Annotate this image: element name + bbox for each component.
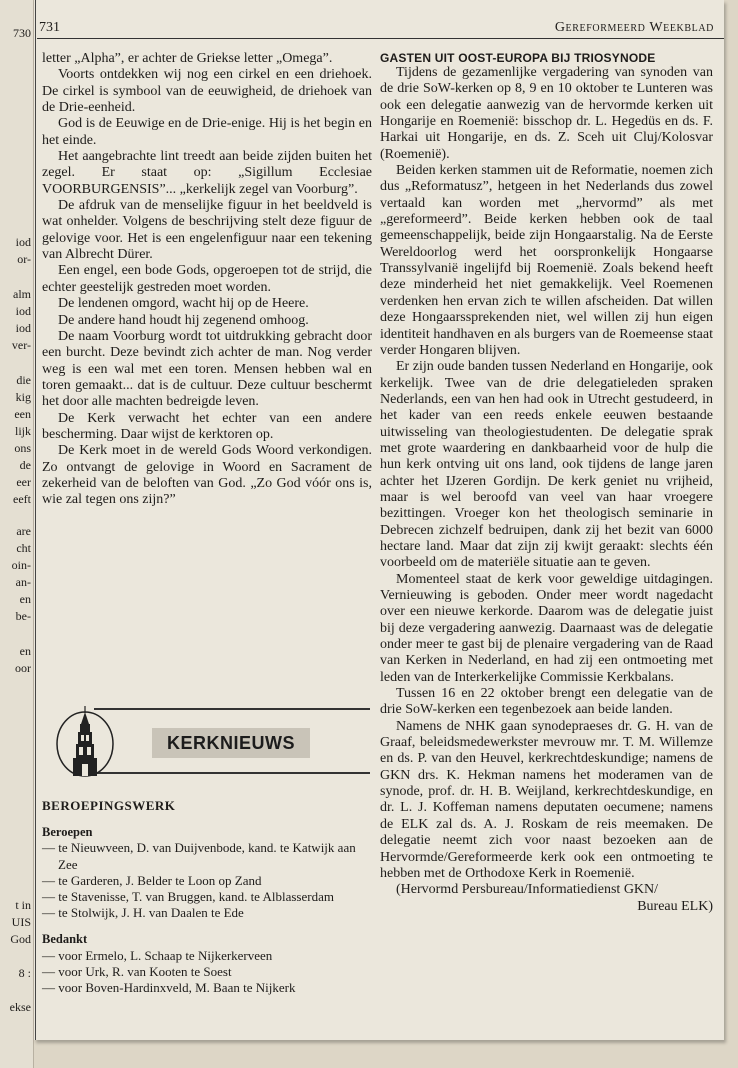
strip-fragment: een	[14, 407, 31, 421]
section-title: BEROEPINGSWERK	[42, 798, 176, 813]
strip-fragment: oin-	[11, 558, 31, 572]
church-tower-icon	[54, 704, 116, 778]
strip-fragment: God	[10, 932, 31, 946]
paragraph: Een engel, een bode Gods, opgeroepen tot de strijd, die echter geestelijk gestreden moet worden.	[42, 263, 372, 295]
list-item: — te Nieuwveen, D. van Duijvenbode, kand. te Katwijk aan Zee	[42, 840, 356, 872]
strip-fragment: eer	[16, 475, 31, 489]
paragraph: Tijdens de gezamenlijke vergadering van synoden van de drie SoW-kerken op 8, 9 en 10 oktober te Lunteren was ook een delegatie aanwezig van de hervormde kerken uit Hongarije en Roemenië: bisschop dr. L. Hegedüs en ds. F. Harkai uit Hongarije, en ds. Z. Sceh uit Cluj/Kolosvar (Roemenië).	[380, 65, 713, 162]
strip-fragment: de	[19, 458, 31, 472]
left-column	[42, 51, 372, 509]
banner-rule-top	[94, 708, 370, 710]
strip-fragment: or-	[17, 252, 31, 266]
strip-fragment: en	[19, 644, 31, 658]
paragraph: De afdruk van de menselijke figuur in het beeldveld is wat onhelder. Volgens de beschrijving stelt deze figuur de gelovige voor. Het is een engelenfiguur naar een tekening van Albrecht Dürer.	[42, 198, 372, 263]
strip-fragment: alm	[13, 287, 31, 301]
strip-fragment: iod	[15, 321, 31, 335]
strip-fragment: ekse	[9, 1000, 31, 1014]
paragraph: Het aangebrachte lint treedt aan beide zijden buiten het zegel. Er staat op: „Sigillum Ecclesiae VOORBURGENSIS”... „kerkelijk zegel van Voorburg”.	[42, 149, 372, 197]
paragraph: Beiden kerken stammen uit de Reformatie, noemen zich dus „Reformatusz”, hetgeen in het Nederlands dus zowel vertaald kan worden met „hervormd” als met „gereformeerd”. Beide kerken hebben ook de taal gemeenschappelijk, beide zijn Hongaarstalig. Na de Eerste Wereldoorlog werd het oorspronkelijk Hongaarse Transsylvanië ingelijfd bij Roemenië. Zoals bekend heeft deze minderheid het niet gemakkelijk. Veel Roemenen verdenken hen ervan zich te willen afscheiden. Dat willen deze Hongaarssprekenden niet, wel willen zij hun eigen identiteit handhaven en als burgers van de Roemeense staat verder Hongaren blijven.	[380, 163, 713, 358]
kerknieuws-label: KERKNIEUWS	[152, 728, 310, 758]
list-item: — voor Ermelo, L. Schaap te Nijkerkerveen	[42, 947, 273, 963]
article-title: GASTEN UIT OOST-EUROPA BIJ TRIOSYNODE	[380, 51, 656, 65]
paragraph: De naam Voorburg wordt tot uitdrukking gebracht door een burcht. Deze bevindt zich achter de man. Nog verder weg is een wal met een toren. Mensen hebben wal en toren gemaakt... dat is de cultuur. Deze cultuur beschermt het door alle machten bedreigde leven.	[42, 328, 372, 410]
beroepen-heading: Beroepen	[42, 825, 93, 840]
page-number: 731	[39, 20, 60, 35]
strip-fragment: cht	[16, 541, 31, 555]
paragraph: De Kerk verwacht het echter van een andere bescherming. Daar wijst de kerktoren op.	[42, 410, 372, 442]
strip-fragment: an-	[15, 575, 31, 589]
strip-fragment: ver-	[11, 338, 31, 352]
article-credit: (Hervormd Persbureau/Informatiedienst GKN/	[396, 882, 659, 898]
right-column	[380, 51, 713, 915]
paragraph: De andere hand houdt hij zegenend omhoog.	[58, 312, 309, 328]
bedankt-heading: Bedankt	[42, 932, 88, 947]
previous-page-strip	[0, 0, 34, 1068]
strip-fragment: oor	[15, 661, 31, 675]
strip-fragment: 730	[13, 26, 31, 40]
paragraph: Voorts ontdekken wij nog een cirkel en een driehoek. De cirkel is symbool van de eeuwigheid, de driehoek van de Drie-eenheid.	[42, 67, 372, 116]
paragraph: De lendenen omgord, wacht hij op de Heere.	[58, 296, 309, 312]
strip-fragment: eeft	[13, 492, 31, 506]
strip-fragment: lijk	[14, 424, 31, 438]
list-item: — te Stavenisse, T. van Bruggen, kand. te Alblasserdam	[42, 889, 334, 905]
page-edge-rule	[35, 0, 36, 1040]
strip-fragment: UIS	[11, 915, 31, 929]
kerknieuws-banner	[42, 702, 370, 778]
strip-fragment: en	[19, 592, 31, 606]
strip-fragment: kig	[15, 390, 31, 404]
paragraph: Tussen 16 en 22 oktober brengt een delegatie van de drie SoW-kerken een tegenbezoek aan beide landen.	[380, 686, 713, 718]
banner-rule-bottom	[94, 772, 370, 774]
strip-fragment: t in	[15, 898, 31, 912]
strip-fragment: are	[16, 524, 31, 538]
paragraph: De Kerk moet in de wereld Gods Woord verkondigen. Zo ontvangt de gelovige in Woord en Sacrament de zekerheid van de beloften van God. „Zo God vóór ons is, wie zal tegen ons zijn?”	[42, 443, 372, 508]
header-rule	[37, 38, 724, 39]
list-item: — voor Urk, R. van Kooten te Soest	[42, 963, 232, 979]
paragraph: God is de Eeuwige en de Drie-enige. Hij is het begin en het einde.	[42, 116, 372, 148]
paragraph: letter „Alpha”, er achter de Griekse letter „Omega”.	[42, 51, 333, 66]
newspaper-page	[34, 0, 724, 1040]
strip-fragment: 8 :	[18, 966, 31, 980]
paragraph: Namens de NHK gaan synodepraeses dr. G. H. van de Graaf, beleidsmedewerkster mevrouw mr. T. M. Willemze en ds. P. van den Heuvel, kerkrechtdeskundige; namens de GKN drs. K. Hekman namens het moderamen van de synode, prof. dr. H. B. Weijland, kerkrechtdeskundige, en dr. L. J. Koffeman namens deputaten oecumene; namens de ELK zal ds. A. J. Roskam de reis meemaken. De delegatie neemt zich voor naast bezoeken aan de Hervormde/Gereformeerde kerk ook een ontmoeting te hebben met de Orthodoxe Kerk in Roemenië.	[380, 718, 713, 881]
list-item: — voor Boven-Hardinxveld, M. Baan te Nijkerk	[42, 980, 296, 996]
publication-title: Gereformeerd Weekblad	[554, 20, 714, 35]
list-item: — te Garderen, J. Belder te Loon op Zand	[42, 872, 262, 888]
paragraph: Momenteel staat de kerk voor geweldige uitdagingen. Vernieuwing is geboden. Onder meer wordt nagedacht over een nieuwe kerkorde. Daarom was de delegatie juist bij deze vergadering aanwezig. Daarnaast was de delegatie onder meer te gast bij de plenaire vergadering van de Raad van Kerken in Nederland, en had zij een ontmoeting met leden van de Interkerkelijke Commissie Kerkbalans.	[380, 571, 713, 685]
strip-fragment: die	[16, 373, 31, 387]
beroepingswerk-section	[42, 798, 370, 996]
paragraph: Er zijn oude banden tussen Nederland en Hongarije, ook kerkelijk. Twee van de drie delegatieleden spraken Nederlands, een van hen had ook in Utrecht gestudeerd, in het kader van een reeds enkele eeuwen bestaande uitwisseling van theologiestudenten. De delegatie sprak met grote waardering en dankbaarheid voor de hulp die hun kerk ontving uit ons land, ook tijdens de lange jaren achter het IJzeren Gordijn. De kerk geniet nu vrijheid, maar is wel beroofd van veel van haar vroegere bezittingen. Vroeger kon het theologisch seminarie in Debrecen zichzelf bedruipen, dank zij het bezit van 6000 hectare land. Maar dat zijn zij kwijt geraakt: slechts één voorbeeld om de materiële situatie aan te geven.	[380, 359, 713, 571]
strip-fragment: iod	[15, 235, 31, 249]
article-credit-end: Bureau ELK)	[637, 898, 713, 914]
list-item: — te Stolwijk, J. H. van Daalen te Ede	[42, 905, 244, 921]
strip-fragment: be-	[15, 609, 31, 623]
strip-fragment: ons	[14, 441, 31, 455]
strip-fragment: iod	[15, 304, 31, 318]
